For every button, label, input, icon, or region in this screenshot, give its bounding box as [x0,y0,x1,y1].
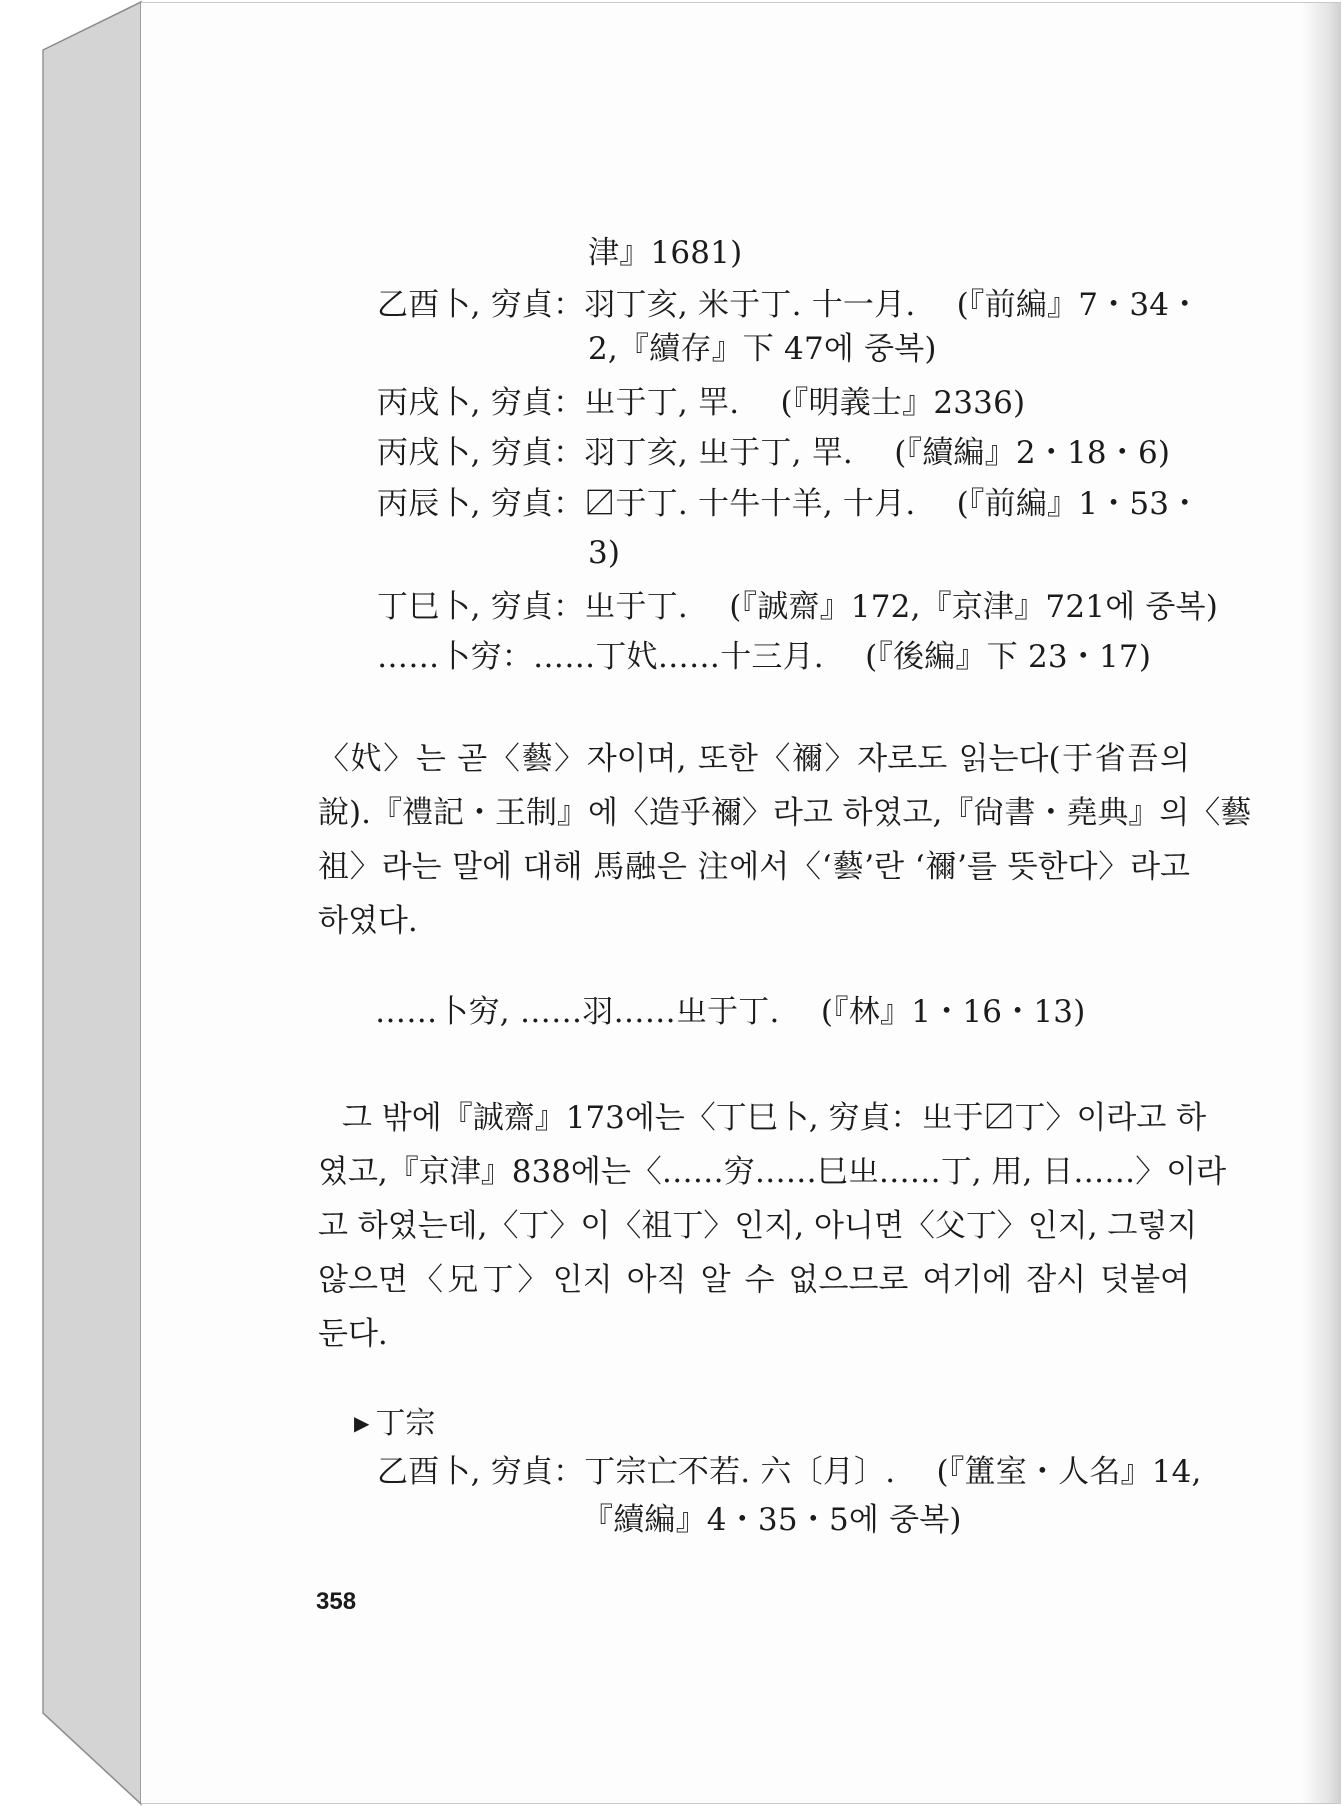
paragraph-line: 하였다. [318,903,418,939]
text-line: 丁巳卜, 穷貞：㞢于丁. (『誠齋』172,『京津』721에 중복) [377,589,1218,625]
paragraph-2 [318,1091,1227,1361]
text-line: 津』1681) [588,235,743,271]
text-line: 丙辰卜, 穷貞：〼于丁. 十牛十羊, 十月. (『前編』1・53・ [377,486,1201,522]
text-line: 『續編』4・35・5에 중복) [582,1502,962,1538]
paragraph-line: 둔다. [318,1316,388,1352]
paragraph-line: 않으면〈兄丁〉인지 아직 알 수 없으므로 여기에 잠시 덧붙여 [318,1262,1190,1298]
quote-line: ……卜穷, ……羽……㞢于丁. (『林』1・16・13) [375,994,1086,1030]
page-number: 358 [316,1588,357,1615]
paragraph-line: 그 밖에『誠齋』173에는〈丁巳卜, 穷貞：㞢于〼丁〉이라고 하 [342,1100,1207,1136]
section-heading-label: 丁宗 [375,1406,436,1441]
book-page [141,2,1341,1804]
text-line: 乙酉卜, 穷貞：丁宗亡不若. 六〔月〕. (『簠室・人名』14, [377,1454,1202,1490]
paragraph-line: 〈㚤〉는 곧〈藝〉자이며, 또한〈禰〉자로도 읽는다(于省吾의 [318,741,1190,777]
paragraph-line: 說).『禮記・王制』에〈造乎禰〉라고 하였고,『尙書・堯典』의〈藝 [318,795,1252,831]
paragraph-line: 祖〉라는 말에 대해 馬融은 注에서〈‘藝’란 ‘禰’를 뜻한다〉라고 [318,849,1190,885]
book-spine-edge [0,0,145,1806]
text-line: 丙戌卜, 穷貞：㞢于丁, 䍐. (『明義士』2336) [377,385,1026,421]
text-line: 丙戌卜, 穷貞：羽丁亥, 㞢于丁, 䍐. (『續編』2・18・6) [377,435,1171,471]
text-line: 3) [588,535,621,571]
page-edge-shadow [1301,3,1341,1803]
section-heading [354,1400,435,1447]
paragraph-1 [318,732,1252,948]
text-line: 乙酉卜, 穷貞：羽丁亥, 米于丁. 十一月. (『前編』7・34・ [377,287,1201,323]
triangle-bullet-icon: ▶ [354,1411,370,1435]
text-line: ……卜穷：……丁㚤……十三月. (『後編』下 23・17) [377,639,1152,675]
paragraph-line: 였고,『京津』838에는〈……穷……巳㞢……丁, 用, 日……〉이라 [318,1154,1227,1190]
paragraph-line: 고 하였는데,〈丁〉이〈祖丁〉인지, 아니면〈父丁〉인지, 그렇지 [318,1208,1198,1244]
text-line: 2,『續存』下 47에 중복) [588,331,937,367]
